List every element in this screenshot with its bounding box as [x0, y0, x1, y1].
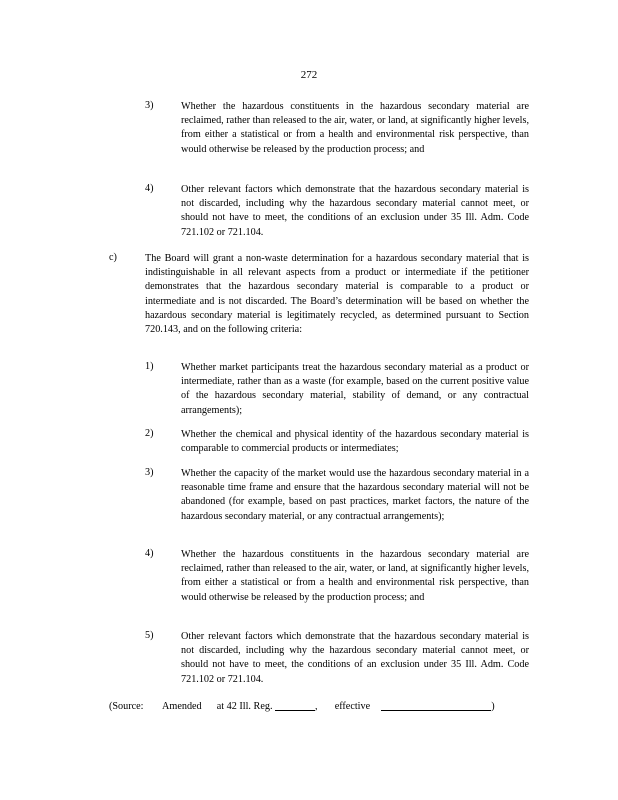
source-note	[109, 699, 495, 714]
list-item-number: 5)	[145, 630, 154, 641]
source-comma: ,	[315, 701, 318, 712]
page-number: 272	[300, 69, 318, 81]
source-register: at 42 Ill. Reg.	[216, 701, 273, 712]
source-effective: effective	[334, 701, 371, 712]
effective-date-blank	[381, 699, 491, 711]
register-blank	[275, 699, 315, 711]
list-item-text: Whether the chemical and physical identity of the hazardous secondary material is comparable to commercial products or intermediates;	[181, 429, 529, 455]
list-item-number: 3)	[145, 100, 154, 111]
list-item-text: Whether the capacity of the market would use the hazardous secondary material in a reasonable time frame and ensure that the hazardous secondary material will not be abandoned (for example, based on past practices, market factors, the nature of the hazardous secondary material, or any contractual arrangements);	[181, 468, 529, 522]
list-item-number: 4)	[145, 183, 154, 194]
list-item-text: Whether the hazardous constituents in the hazardous secondary material are reclaimed, rather than released to the air, water, or land, at significantly higher levels, from either a statistical or from a health and environmental risk perspective, than would otherwise be released by the production process; and	[181, 101, 529, 155]
list-item-text: Other relevant factors which demonstrate that the hazardous secondary material is not discarded, including why the hazardous secondary material cannot meet, or should not have to meet, the conditions of an exclusion under 35 Ill. Adm. Code 721.102 or 721.104.	[181, 184, 529, 238]
list-item-text: Whether market participants treat the hazardous secondary material as a product or intermediate, rather than as a waste (for example, based on the current positive value of the hazardous secondary material, stability of demand, or any contractual arrangements);	[181, 362, 529, 416]
paragraph-text: The Board will grant a non-waste determination for a hazardous secondary material that is indistinguishable in all relevant aspects from a product or intermediate if the petitioner demonstrates that the hazardous secondary material is comparable to a product or intermediate and is not discarded. The Board’s determination will be based on whether the hazardous secondary material is legitimately recycled, as determined pursuant to Section 720.143, and on the following criteria:	[145, 253, 529, 336]
source-label: (Source:	[109, 701, 144, 712]
source-amended: Amended	[162, 701, 202, 712]
list-item-number: 4)	[145, 548, 154, 559]
list-item-number: 1)	[145, 361, 154, 372]
paragraph-number: c)	[109, 252, 117, 263]
list-item-number: 2)	[145, 428, 154, 439]
list-item-text: Other relevant factors which demonstrate that the hazardous secondary material is not discarded, including why the hazardous secondary material cannot meet, or should not have to meet, the conditions of an exclusion under 35 Ill. Adm. Code 721.102 or 721.104.	[181, 631, 529, 685]
list-item-text: Whether the hazardous constituents in the hazardous secondary material are reclaimed, rather than released to the air, water, or land, at significantly higher levels, from either a statistical or from a health and environmental risk perspective, than would otherwise be released by the production process; and	[181, 549, 529, 603]
source-close: )	[491, 701, 495, 712]
list-item-number: 3)	[145, 467, 154, 478]
